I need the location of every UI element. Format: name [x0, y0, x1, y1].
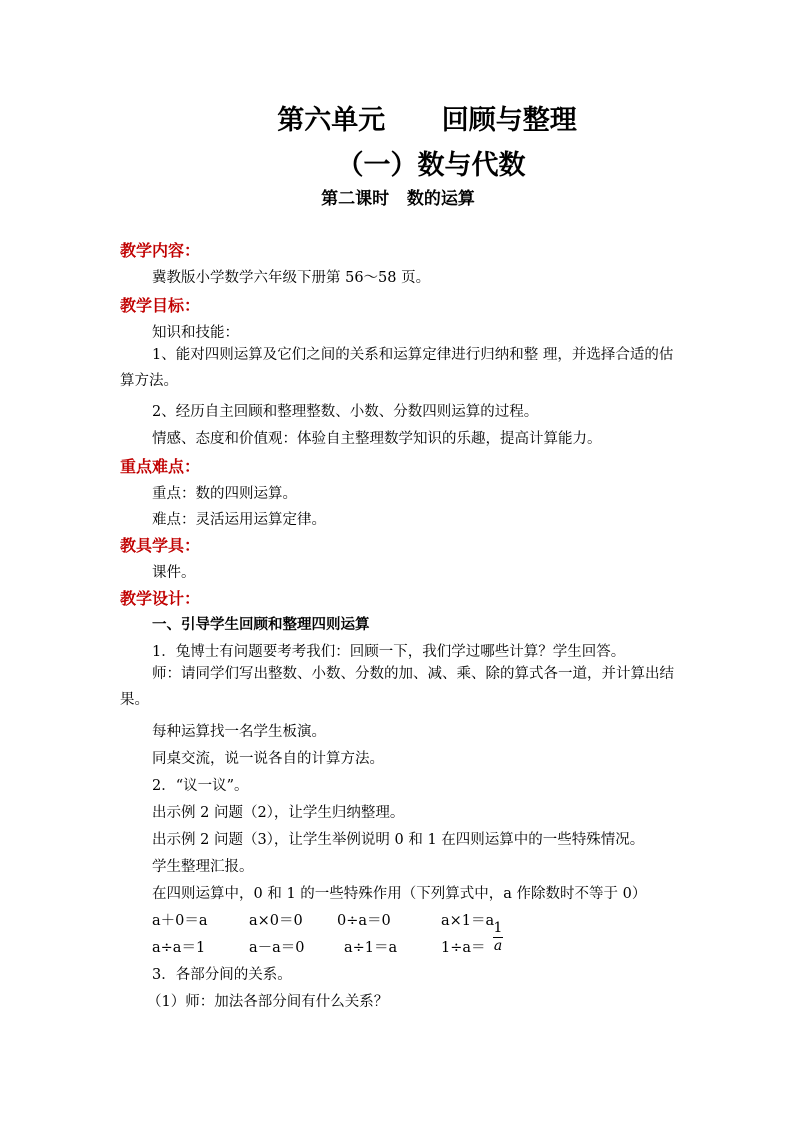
- key-heading: 重点难点：: [120, 457, 201, 476]
- tools-text: 课件。: [152, 565, 196, 581]
- design-para-5: 2．“议一议”。: [152, 778, 249, 794]
- design-para-8: 学生整理汇报。: [152, 859, 254, 875]
- formula-7: a÷1＝a: [344, 940, 398, 956]
- design-para-4: 同桌交流，说一说各自的计算方法。: [152, 751, 384, 767]
- goals-heading: 教学目标：: [120, 296, 201, 315]
- design-para-7: 出示例 2 问题（3），让学生举例说明 0 和 1 在四则运算中的一些特殊情况。: [152, 832, 645, 848]
- formula-8: 1÷a＝: [441, 940, 486, 956]
- goals-item-3: 情感、态度和价值观：体验自主整理数学知识的乐趣，提高计算能力。: [152, 431, 602, 447]
- lesson-title: 第二课时 数的运算: [321, 189, 475, 209]
- formula-4: a×1＝a: [441, 913, 495, 929]
- goals-item-1: 1、能对四则运算及它们之间的关系和运算定律进行归纳和整 理，并选择合适的估算方法。: [120, 347, 674, 389]
- design-para-1: 1．兔博士有问题要考考我们：回顾一下，我们学过哪些计算？学生回答。: [152, 644, 626, 660]
- design-para-9: 在四则运算中，0 和 1 的一些特殊作用（下列算式中，a 作除数时不等于 0）: [152, 886, 647, 902]
- design-para-3: 每种运算找一名学生板演。: [152, 724, 326, 740]
- section-subtitle: （一）数与代数: [336, 150, 526, 181]
- content-text: 冀教版小学数学六年级下册第 56～58 页。: [152, 270, 431, 286]
- formula-5: a÷a＝1: [152, 940, 206, 956]
- design-part-1: 一、引导学生回顾和整理四则运算: [152, 617, 370, 633]
- key-point: 重点：数的四则运算。: [152, 486, 297, 502]
- design-para-11: （1）师：加法各部分间有什么关系？: [147, 994, 389, 1010]
- formula-2: a×0＝0: [249, 913, 303, 929]
- design-heading: 教学设计：: [120, 589, 201, 608]
- design-para-10: 3．各部分间的关系。: [152, 967, 292, 983]
- design-para-6: 出示例 2 问题（2），让学生归纳整理。: [152, 805, 405, 821]
- fraction-one-over-a: [493, 920, 503, 955]
- unit-title: 第六单元 回顾与整理: [277, 105, 577, 136]
- goals-subheading: 知识和技能：: [152, 325, 239, 341]
- fraction-denominator: a: [493, 938, 503, 954]
- formula-1: a＋0＝a: [152, 913, 208, 929]
- difficult-point: 难点：灵活运用运算定律。: [152, 512, 326, 528]
- content-heading: 教学内容：: [120, 241, 201, 260]
- goals-item-2: 2、经历自主回顾和整理整数、小数、分数四则运算的过程。: [152, 404, 539, 420]
- formula-6: a－a＝0: [249, 940, 305, 956]
- design-para-2: 师：请同学们写出整数、小数、分数的加、减、乘、除的算式各一道，并计算出结果。: [120, 666, 674, 708]
- fraction-numerator: 1: [493, 920, 503, 936]
- tools-heading: 教具学具：: [120, 536, 201, 555]
- formula-3: 0÷a＝0: [337, 913, 391, 929]
